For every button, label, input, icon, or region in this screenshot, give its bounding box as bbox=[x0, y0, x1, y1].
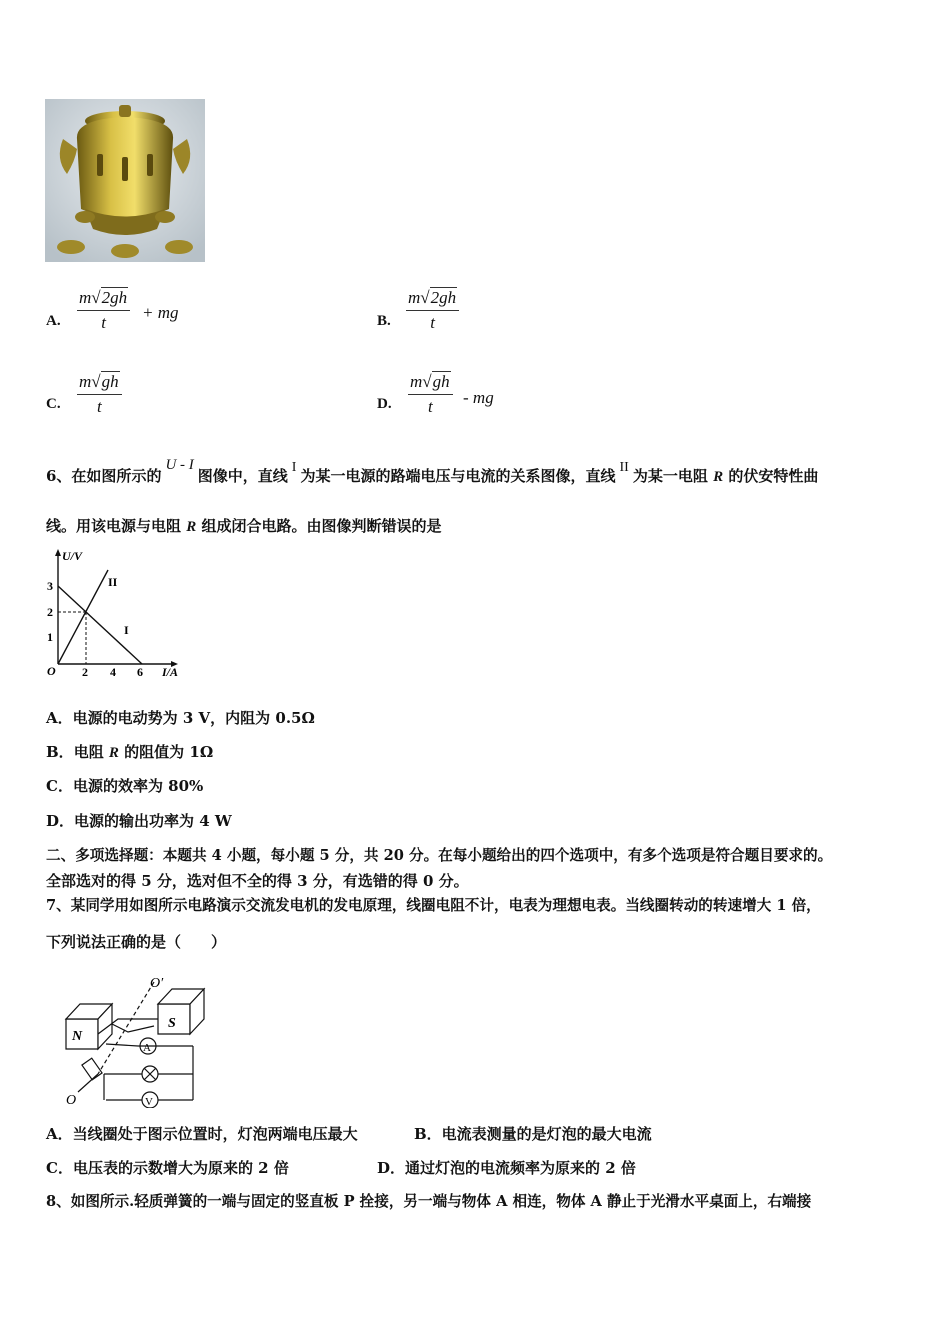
q7-stem-line1: 7、某同学用如图所示电路演示交流发电机的发电原理，线圈电阻不计，电表为理想电表。当线圈转动的转速增大 1 倍， bbox=[46, 897, 821, 914]
q7-option-c: C．电压表的示数增大为原来的 2 倍 bbox=[46, 1159, 289, 1177]
q6-option-b: B．电阻 R 的阻值为 1Ω bbox=[46, 743, 214, 761]
q6-graph-ytick-3: 3 bbox=[47, 579, 53, 593]
q7-label-o-top: O′ bbox=[150, 976, 164, 991]
q8-stem-line1: 8、如图所示.轻质弹簧的一端与固定的竖直板 P 拴接，另一端与物体 A 相连，物体 A 静止于光滑水平桌面上，右端接 bbox=[46, 1193, 812, 1210]
section2-line2: 全部选对的得 5 分，选对但不全的得 3 分，有选错的得 0 分。 bbox=[46, 872, 469, 890]
seismograph-photo bbox=[45, 99, 205, 262]
q5-d-m: m bbox=[410, 372, 423, 391]
q6-graph-ytick-1: 1 bbox=[47, 630, 53, 644]
q6-graph-ytick-2: 2 bbox=[47, 605, 53, 619]
q7-stem-line2: 下列说法正确的是（ ） bbox=[46, 933, 227, 951]
q6-graph-xtick-6: 6 bbox=[137, 665, 143, 679]
q5-c-root: gh bbox=[101, 372, 119, 391]
q6-stem-line1: 6、在如图所示的U - I图像中，直线 I 为某一电源的路端电压与电流的关系图像，直线 II 为某一电阻 R 的伏安特性曲 bbox=[46, 457, 819, 485]
q6-graph-xlabel: I/A bbox=[162, 665, 179, 679]
q5-option-a-fraction: $\frac{m√2gh}{t}$ bbox=[77, 288, 130, 333]
q7-label-o-bottom: O bbox=[66, 1093, 77, 1108]
q5-option-d-letter: D. bbox=[377, 396, 392, 412]
q5-a-m: m bbox=[79, 288, 92, 307]
q5-a-root: 2gh bbox=[101, 288, 128, 307]
q5-c-m: m bbox=[79, 372, 92, 391]
q6-option-c: C．电源的效率为 80% bbox=[46, 777, 204, 795]
q7-option-d: D．通过灯泡的电流频率为原来的 2 倍 bbox=[377, 1159, 636, 1177]
q6-roman-2: II bbox=[619, 460, 629, 475]
q5-b-root: 2gh bbox=[430, 288, 457, 307]
q6-option-a: A．电源的电动势为 3 V，内阻为 0.5Ω bbox=[46, 709, 315, 727]
q6-graph-line-i-label: I bbox=[124, 623, 129, 637]
q5-option-c-letter: C. bbox=[46, 396, 61, 412]
section2-line1: 二、多项选择题：本题共 4 小题，每小题 5 分，共 20 分。在每小题给出的四个选项中，有多个选项是符合题目要求的。 bbox=[46, 847, 833, 864]
q5-b-den: t bbox=[430, 313, 435, 332]
q5-option-d-suffix: - mg bbox=[463, 388, 494, 407]
q5-option-a-letter: A. bbox=[46, 313, 61, 329]
q6-stem-line2: 线。用该电源与电阻 R 组成闭合电路。由图像判断错误的是 bbox=[46, 517, 442, 535]
q7-label-s: S bbox=[168, 1016, 176, 1031]
q6-graph-origin: O bbox=[47, 664, 56, 678]
q6-graph-ylabel: U/V bbox=[62, 549, 83, 563]
q5-option-b-letter: B. bbox=[377, 313, 391, 329]
q6-graph-xtick-2: 2 bbox=[82, 665, 88, 679]
q5-option-b-fraction: $\frac{m√2gh}{t}$ bbox=[406, 288, 459, 333]
q7-option-a: A．当线圈处于图示位置时，灯泡两端电压最大 bbox=[46, 1125, 358, 1143]
q6-graph-line-ii-label: II bbox=[108, 575, 118, 589]
q7-generator-diagram bbox=[58, 974, 218, 1108]
q7-label-n: N bbox=[72, 1029, 83, 1044]
q7-ammeter-label: A bbox=[143, 1042, 151, 1054]
q5-a-den: t bbox=[101, 313, 106, 332]
q6-option-d: D．电源的输出功率为 4 W bbox=[46, 812, 232, 830]
q5-b-m: m bbox=[408, 288, 421, 307]
q5-option-c-fraction: $\frac{m√gh}{t}$ bbox=[77, 372, 122, 417]
q5-d-root: gh bbox=[432, 372, 450, 391]
q7-voltmeter-label: V bbox=[145, 1096, 153, 1108]
q7-option-b: B．电流表测量的是灯泡的最大电流 bbox=[414, 1125, 652, 1143]
q5-option-a-suffix: + mg bbox=[142, 303, 179, 322]
q6-ui-graph bbox=[44, 546, 194, 682]
q6-graph-xtick-4: 4 bbox=[110, 665, 116, 679]
q6-ui-label: U - I bbox=[165, 457, 194, 473]
q5-d-den: t bbox=[427, 397, 433, 416]
q6-roman-1: I bbox=[291, 460, 297, 475]
q5-option-d-fraction: $\frac{m√gh}{t}$ bbox=[408, 372, 453, 417]
q5-c-den: t bbox=[96, 397, 102, 416]
